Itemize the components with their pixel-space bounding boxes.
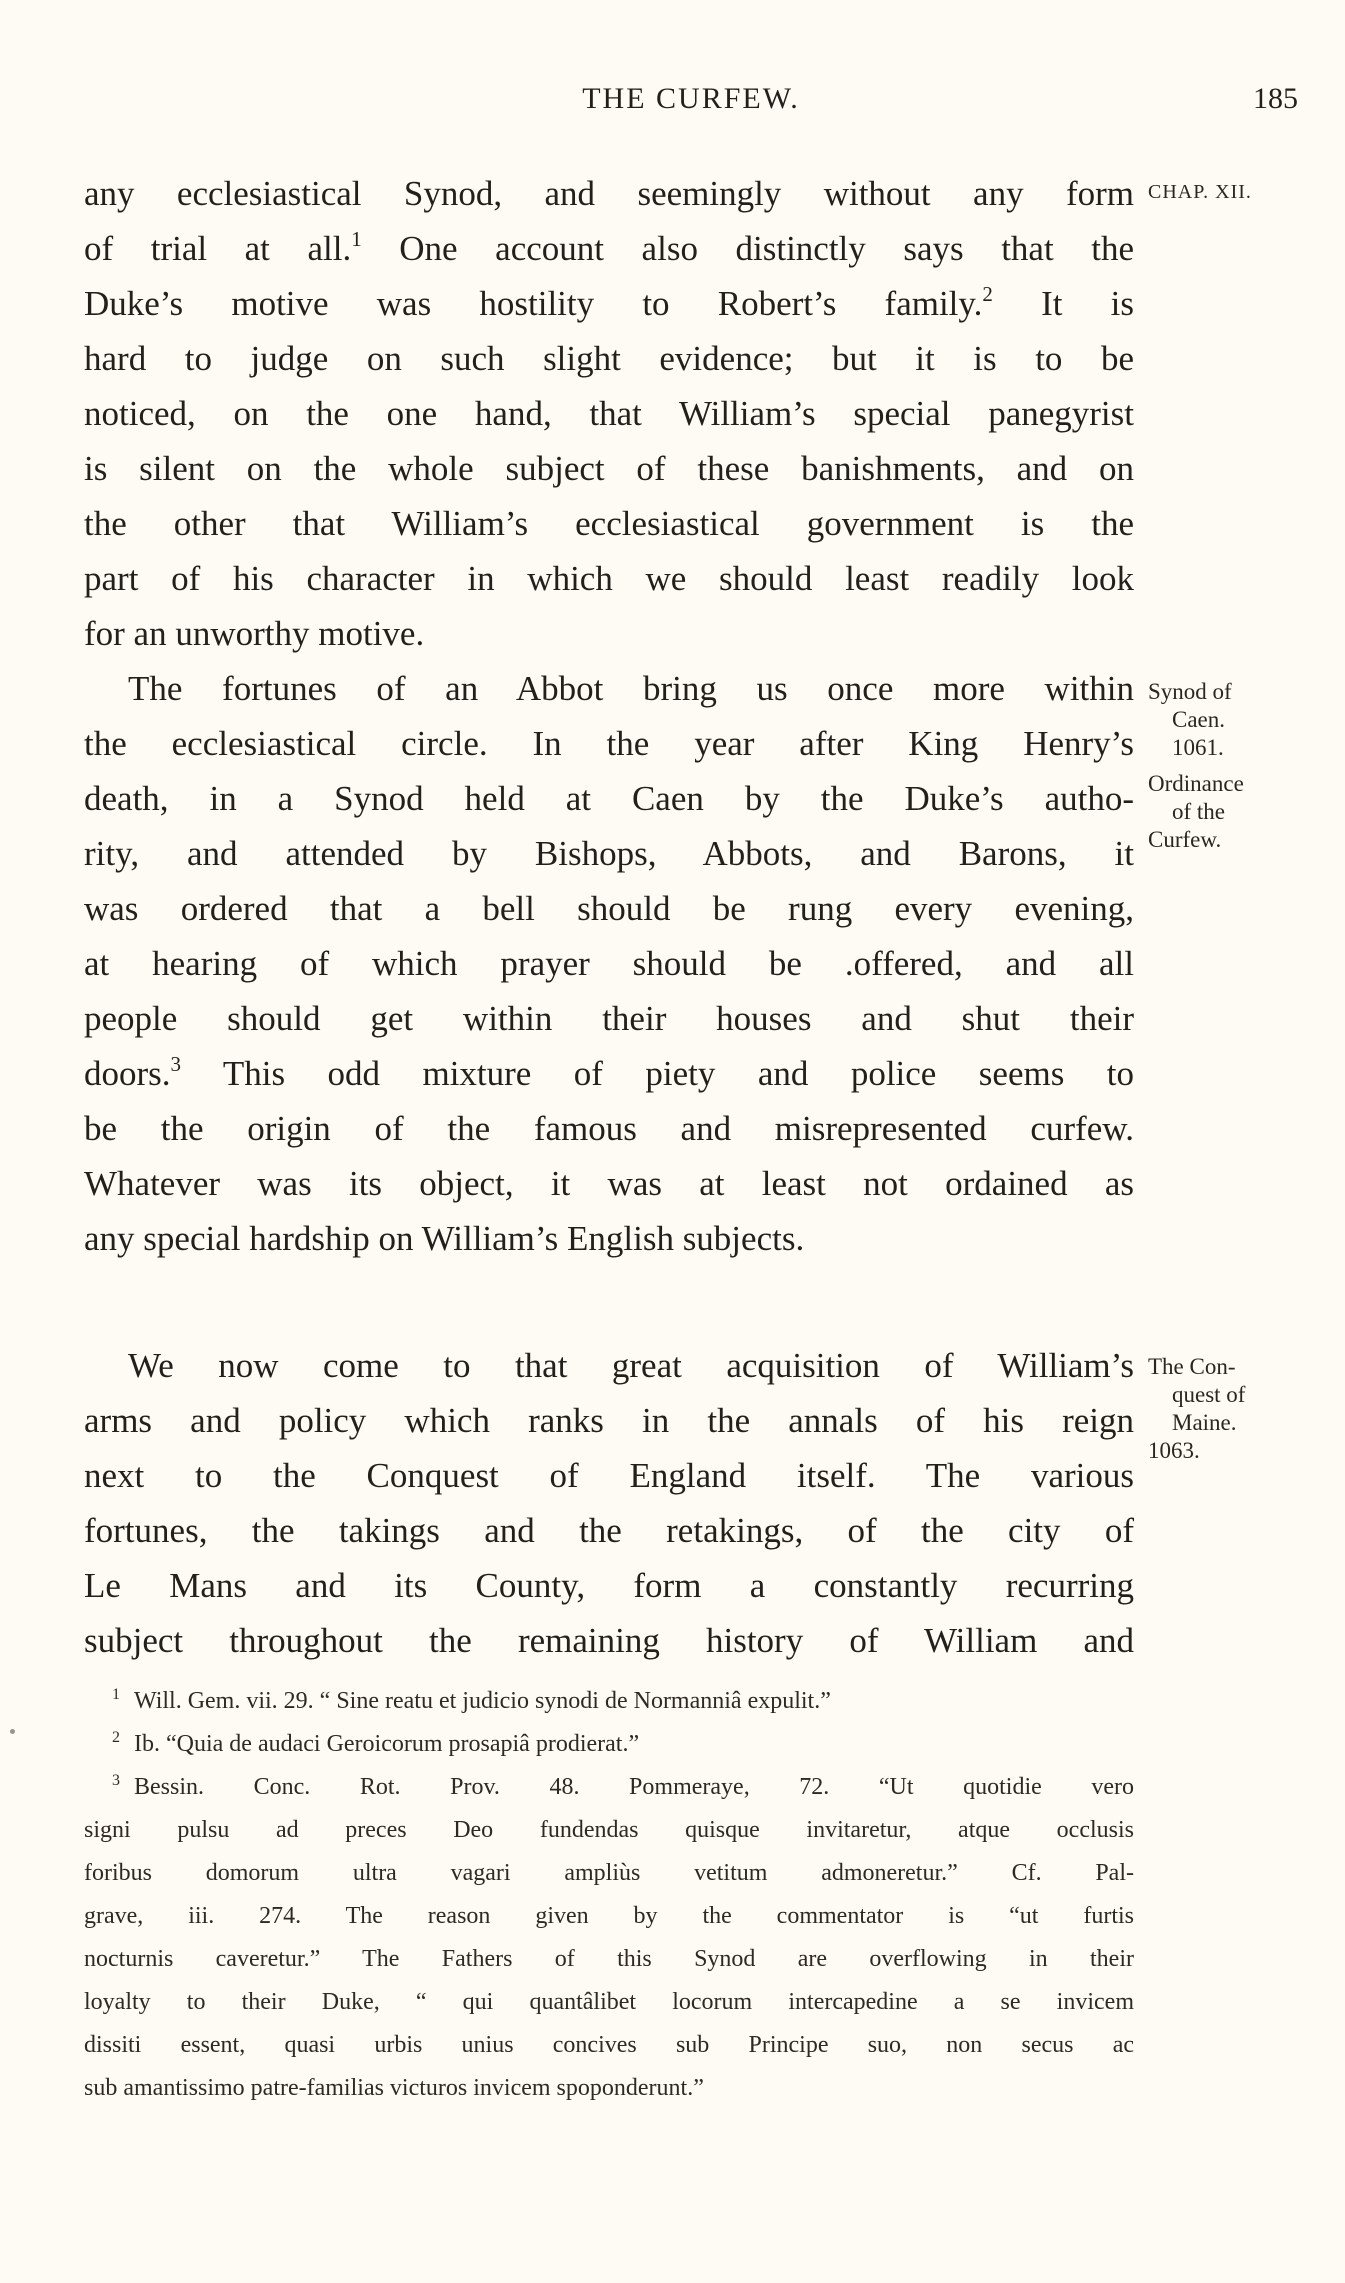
text-line: noticed, on the one hand, that William’s special panegyrist (84, 394, 1134, 433)
footnote-line: dissiti essent, quasi urbis unius concives sub Principe suo, non secus ac (84, 2032, 1134, 2058)
text-line: next to the Conquest of England itself. The various (84, 1456, 1134, 1495)
text-line: at hearing of which prayer should be .offered, and all (84, 944, 1134, 983)
text-line: We now come to that great acquisition of William’s (128, 1346, 1134, 1385)
text-line: of trial at all.$^1$ One account also distinctly says that the (84, 227, 1135, 268)
text-line: the ecclesiastical circle. In the year after King Henry’s (84, 724, 1134, 763)
text-line: people should get within their houses and shut their (84, 999, 1134, 1038)
paragraph-1 (84, 166, 1134, 661)
footnote-line: signi pulsu ad preces Deo fundendas quisque invitaretur, atque occlusis (84, 1817, 1134, 1843)
text-line: fortunes, the takings and the retakings, of the city of (84, 1511, 1134, 1550)
page-speck (10, 1729, 15, 1734)
text-line: was ordered that a bell should be rung every evening, (84, 889, 1134, 928)
running-head (84, 76, 1298, 124)
running-title: THE CURFEW. (582, 82, 800, 115)
text-line: rity, and attended by Bishops, Abbots, and Barons, it (84, 834, 1134, 873)
footnote-2: $^2$ Ib. “Quia de audaci Geroicorum prosapiâ prodierat.” (112, 1729, 640, 1757)
text-line: The fortunes of an Abbot bring us once more within (128, 669, 1134, 708)
paragraph-3 (84, 1338, 1134, 1668)
footnote-ref[interactable]: 1 (351, 227, 362, 251)
text-line: death, in a Synod held at Caen by the Duke’s autho- (84, 779, 1134, 818)
footnote-line: foribus domorum ultra vagari ampliùs vetitum admoneretur.” Cf. Pal- (84, 1860, 1134, 1886)
text-line: Le Mans and its County, form a constantly recurring (84, 1566, 1134, 1605)
margin-note-chapter: CHAP. XII. (1148, 181, 1252, 203)
footnote-ref[interactable]: 3 (170, 1052, 182, 1076)
text-line: subject throughout the remaining history of William and (84, 1621, 1134, 1660)
text-line: any special hardship on William’s English subjects. (84, 1219, 805, 1258)
paragraph-2 (84, 661, 1134, 1266)
text-line: Duke’s motive was hostility to Robert’s family.$^2$ It is (84, 282, 1134, 323)
text-line: is silent on the whole subject of these banishments, and on (84, 449, 1134, 488)
margin-note-curfew: Ordinance of the Curfew. (1148, 771, 1244, 852)
footnote-3: $^3$ Bessin. Conc. Rot. Prov. 48. Pommeraye, 72. “Ut quotidie vero (112, 1772, 1134, 1800)
footnote-1: $^1$ Will. Gem. vii. 29. “ Sine reatu et judicio synodi de Normanniâ expulit.” (112, 1686, 831, 1714)
text-line: hard to judge on such slight evidence; but it is to be (84, 339, 1134, 378)
margin-note-maine: The Con- quest of Maine. 1063. (1148, 1354, 1246, 1463)
text-line: arms and policy which ranks in the annals of his reign (84, 1401, 1134, 1440)
footnote-line: loyalty to their Duke, “ qui quantâlibet locorum intercapedine a se invicem (84, 1989, 1134, 2015)
text-line: Whatever was its object, it was at least not ordained as (84, 1164, 1134, 1203)
page-number: 185 (1253, 82, 1298, 115)
text-line: part of his character in which we should least readily look (84, 559, 1134, 598)
text-line: be the origin of the famous and misrepresented curfew. (84, 1109, 1134, 1148)
text-line: any ecclesiastical Synod, and seemingly without any form (84, 174, 1134, 213)
margin-note-synod: Synod of Caen. 1061. (1148, 679, 1232, 760)
footnote-ref[interactable]: 2 (982, 282, 993, 306)
text-line: for an unworthy motive. (84, 614, 425, 653)
footnote-line: grave, iii. 274. The reason given by the commentator is “ut furtis (84, 1903, 1134, 1929)
text-line: the other that William’s ecclesiastical government is the (84, 504, 1134, 543)
footnotes (84, 1680, 1134, 2110)
footnote-line: nocturnis caveretur.” The Fathers of this Synod are overflowing in their (84, 1946, 1134, 1972)
footnote-line: sub amantissimo patre-familias victuros invicem spoponderunt.” (84, 2075, 704, 2101)
text-line: doors.$^3$ This odd mixture of piety and police seems to (84, 1052, 1134, 1093)
